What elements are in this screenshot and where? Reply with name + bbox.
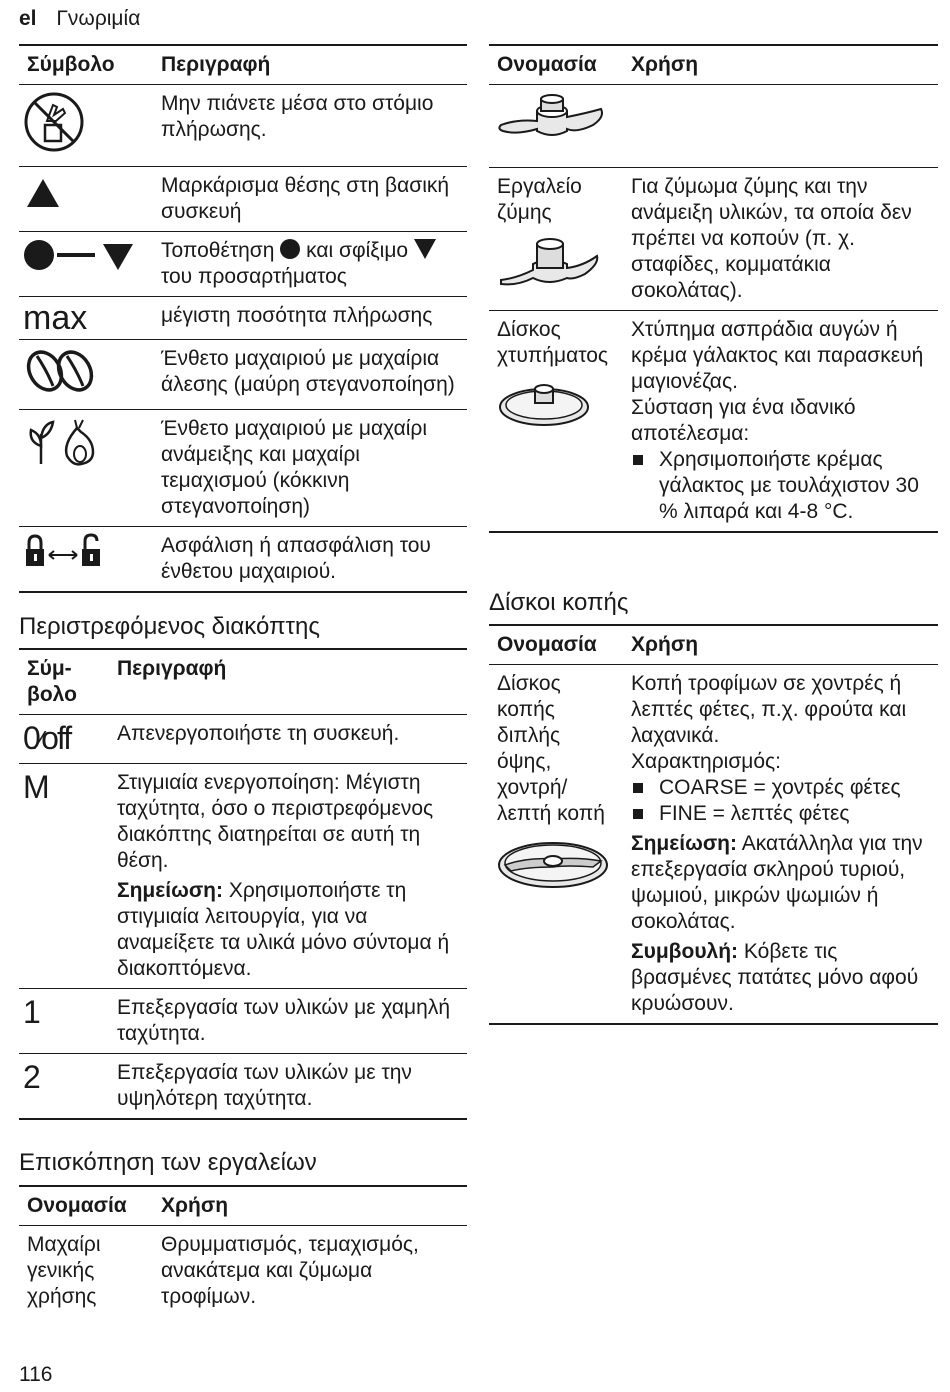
tools-overview-table: [19, 1185, 467, 1316]
tool-use-cell: [623, 665, 938, 1025]
row-desc: Απενεργοποιήστε τη συσκευή.: [109, 715, 467, 764]
cutting-discs-table: [489, 624, 938, 1025]
tools-overview-heading: Επισκόπηση των εργαλείων: [19, 1149, 317, 1176]
tool-use: Θρυμματισμός, τεμαχισμός, ανακάτεμα και ζύμωμα τροφίμων.: [161, 1233, 419, 1308]
note-label: Σημείωση:: [631, 832, 738, 855]
col-symbol: Σύμβολο: [19, 45, 153, 85]
row-desc: [153, 232, 467, 297]
row-desc: Μαρκάρισμα θέσης στη βασική συσκευή: [153, 167, 467, 232]
row-desc: Μην πιάνετε μέσα στο στόμιο πλήρωσης.: [153, 85, 467, 167]
col-use: Χρήση: [623, 625, 938, 665]
note-text: Χρησιμοποιήστε τη στιγμιαία λειτουργία, για να αναμείξετε τα υλικά μόνο σύντομα ή διακοπτόμενα.: [117, 879, 450, 980]
triangle-down-icon: [414, 239, 436, 259]
no-hand-in-chute-icon: [19, 85, 153, 167]
m-symbol: M: [19, 764, 109, 989]
tools-cont-block: [489, 44, 938, 533]
symbols-table-block: [19, 44, 467, 593]
tip-label: Συμβουλή:: [631, 940, 739, 963]
col-name: Ονομασία: [19, 1186, 153, 1226]
table-row: [19, 232, 467, 297]
tool-name-cell: [489, 311, 623, 533]
row-desc: Ένθετο μαχαιριού με μαχαίρια άλεσης (μαύρη στεγανοποίηση): [153, 340, 467, 410]
table-row: [489, 665, 938, 1025]
row-desc: Ασφάλιση ή απασφάλιση του ένθετου μαχαιριού.: [153, 527, 467, 593]
table-row: [19, 410, 467, 527]
rotary-switch-block: [19, 648, 467, 1120]
table-row: [19, 340, 467, 410]
bullet-fine: FINE = λεπτές φέτες: [631, 801, 930, 827]
tip: [631, 939, 930, 1017]
tool-use-2: Χαρακτηρισμός:: [631, 750, 782, 773]
table-row: [19, 764, 467, 989]
col-use: Χρήση: [153, 1186, 467, 1226]
note: [631, 831, 930, 935]
section-title: Γνωριμία: [56, 7, 141, 30]
lock-unlock-icon: [19, 527, 153, 593]
triangle-marker-icon: [19, 167, 153, 232]
dough-tool-image: [497, 236, 615, 295]
table-row: [489, 311, 938, 533]
row-desc: Επεξεργασία των υλικών με χαμηλή ταχύτητα.: [109, 989, 467, 1054]
tool-name-cell: [489, 168, 623, 311]
off-symbol: 0⁄off: [19, 715, 109, 764]
desc-text: Στιγμιαία ενεργοποίηση: Μέγιστη ταχύτητα, όσο ο περιστρεφόμενος διακόπτης διατηρείται σε αυτή τη θέση.: [117, 771, 434, 872]
symbols-table: [19, 44, 467, 593]
tool-use: Κοπή τροφίμων σε χοντρές ή λεπτές φέτες, π.χ. φρούτα και λαχανικά.: [631, 672, 907, 747]
tool-name: Εργαλείο ζύμης: [497, 175, 582, 224]
coffee-beans-icon: [19, 340, 153, 410]
col-name: Ονομασία: [489, 45, 623, 85]
table-row: [19, 85, 467, 167]
tools-overview-block: [19, 1185, 467, 1316]
bullet-item: Χρησιμοποιήστε κρέμας γάλακτος με τουλάχιστον 30 % λιπαρά και 4-8 °C.: [631, 447, 930, 525]
table-row: [489, 168, 938, 311]
col-use: Χρήση: [623, 45, 938, 85]
col-name: Ονομασία: [489, 625, 623, 665]
attach-lock-icon: [19, 232, 153, 297]
row-desc: Επεξεργασία των υλικών με την υψηλότερη ταχύτητα.: [109, 1054, 467, 1120]
table-row: [19, 167, 467, 232]
cutting-discs-block: [489, 624, 938, 1025]
note-text: Ακατάλληλα για την επεξεργασία σκληρού τυριού, ψωμιού, μικρών ψωμιών ή σοκολάτας.: [631, 832, 923, 933]
col-symbol-a: Σύμ-: [27, 657, 72, 680]
page-number: 116: [19, 1363, 53, 1386]
blade-tool-image: [489, 85, 938, 168]
bullet-coarse: COARSE = χοντρές φέτες: [631, 775, 930, 801]
slicing-disc-image: [497, 837, 615, 898]
tool-name: Δίσκος κοπής διπλής όψης, χοντρή/λεπτή κοπή: [497, 672, 605, 825]
desc-part: του προσαρτήματος: [161, 265, 347, 288]
desc-part: και σφίξιμο: [306, 239, 409, 262]
table-row: [19, 527, 467, 593]
tool-use-cell: [623, 311, 938, 533]
language-code: el: [19, 7, 37, 30]
col-description: Περιγραφή: [153, 45, 467, 85]
whisk-disc-image: [497, 379, 615, 436]
tool-name: Μαχαίρι γενικής χρήσης: [27, 1233, 101, 1308]
dot-icon: [280, 239, 300, 259]
table-row: [489, 85, 938, 168]
speed-1-symbol: 1: [19, 989, 109, 1054]
desc-part: Τοποθέτηση: [161, 239, 275, 262]
rotary-switch-heading: Περιστρεφόμενος διακόπτης: [19, 613, 320, 640]
table-row: [19, 715, 467, 764]
table-row: [19, 989, 467, 1054]
tool-use-2: Σύσταση για ένα ιδανικό αποτέλεσμα:: [631, 396, 856, 445]
note-label: Σημείωση:: [117, 879, 224, 902]
col-symbol-b: βολο: [27, 683, 77, 706]
table-row: [19, 1226, 467, 1317]
tool-use: Χτύπημα ασπράδια αυγών ή κρέμα γάλακτος και παρασκευή μαγιονέζας.: [631, 318, 924, 393]
row-desc: μέγιστη ποσότητα πλήρωσης: [153, 297, 467, 340]
table-row: [19, 1054, 467, 1120]
tool-name-cell: [489, 665, 623, 1025]
tool-use: Για ζύμωμα ζύμης και την ανάμειξη υλικών, τα οποία δεν πρέπει να κοπούν (π. χ. σταφίδες, κομματάκια σοκολάτας).: [623, 168, 938, 311]
row-desc: [109, 764, 467, 989]
cutting-discs-heading: Δίσκοι κοπής: [489, 589, 629, 616]
herb-onion-icon: [19, 410, 153, 527]
rotary-switch-table: [19, 648, 467, 1120]
col-symbol: [19, 649, 109, 715]
note: [117, 878, 459, 982]
tip-text: Κόβετε τις βρασμένες πατάτες μόνο αφού κρυώσουν.: [631, 940, 919, 1015]
speed-2-symbol: 2: [19, 1054, 109, 1120]
tool-name: Δίσκος χτυπήματος: [497, 318, 609, 367]
table-row: [19, 297, 467, 340]
max-label: max: [19, 297, 153, 340]
col-description: Περιγραφή: [109, 649, 467, 715]
page-header: [19, 6, 140, 32]
tools-cont-table: [489, 44, 938, 533]
row-desc: Ένθετο μαχαιριού με μαχαίρι ανάμειξης και μαχαίρι τεμαχισμού (κόκκινη στεγανοποίηση): [153, 410, 467, 527]
